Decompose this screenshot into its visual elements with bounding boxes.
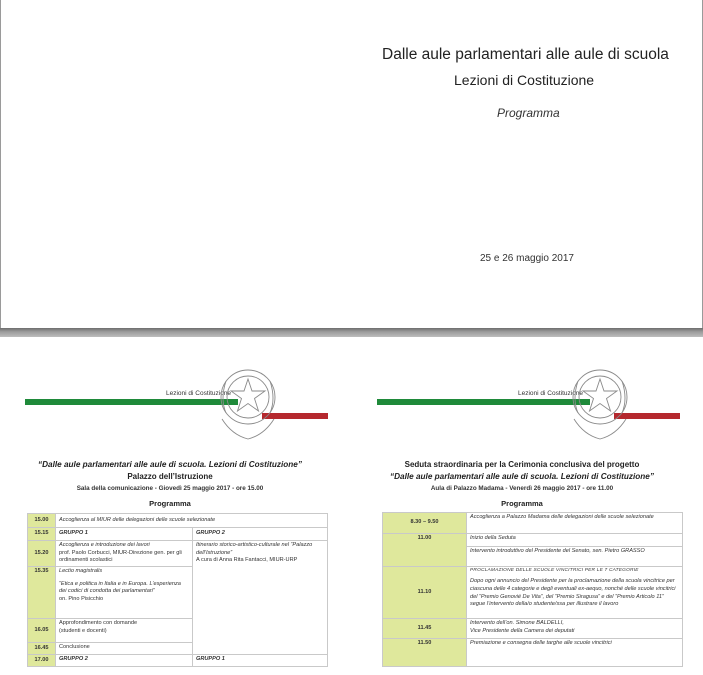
activity-speaker: Vice Presidente della Camera dei deputati xyxy=(470,627,575,634)
time-cell: 17.00 xyxy=(28,655,56,667)
program-page-day2 xyxy=(352,337,692,675)
table-row xyxy=(383,534,683,547)
time-cell: 15.00 xyxy=(28,514,56,528)
program-page-day1 xyxy=(0,337,340,675)
activity-cell xyxy=(56,619,193,643)
cover-title: Dalle aule parlamentari alle aule di scuola xyxy=(382,46,669,63)
activity-cell xyxy=(467,567,683,619)
activity-cell: Conclusione xyxy=(56,643,193,655)
activity-text: Accoglienza e introduzione dei lavori xyxy=(59,542,150,548)
group-label: GRUPPO 1 xyxy=(56,528,193,541)
time-cell: 15.35 xyxy=(28,567,56,619)
time-cell: 15.15 xyxy=(28,528,56,541)
time-cell: 11.10 xyxy=(383,567,467,619)
table-row xyxy=(383,639,683,667)
activity-speaker: prof. Paolo Corbucci, MIUR-Direzione gen. per gli ordinamenti scolastici xyxy=(59,549,182,564)
program-table-day1 xyxy=(27,513,328,667)
program-session: Aula di Palazzo Madama - Venerdì 26 maggio 2017 - ore 11.00 xyxy=(430,485,614,492)
time-cell: 11.50 xyxy=(383,639,467,667)
cover-subtitle: Lezioni di Costituzione xyxy=(454,72,595,88)
lecture-title: “Etica e politica in Italia e in Europa. L’esperienza dei codici di condotta dei parlamentari” xyxy=(59,580,181,595)
table-row xyxy=(28,541,328,567)
time-cell: 11.45 xyxy=(383,619,467,639)
itinerary-curator: A cura di Anna Rita Fantacci, MIUR-URP xyxy=(196,557,298,564)
activity-cell xyxy=(56,541,193,567)
time-cell: 15.20 xyxy=(28,541,56,567)
program-subtitle: “Dalle aule parlamentari alle aule di scuola. Lezioni di Costituzione” xyxy=(390,472,654,481)
program-session: Sala della comunicazione - Giovedì 25 maggio 2017 - ore 15.00 xyxy=(76,485,264,492)
group-label: GRUPPO 1 xyxy=(193,655,328,667)
table-row xyxy=(28,528,328,541)
table-row xyxy=(28,514,328,528)
program-label: Programma xyxy=(149,499,191,508)
itinerary-text: Itinerario storico-artistico-culturale nel “Palazzo dell’Istruzione” xyxy=(196,542,313,556)
group-label: GRUPPO 2 xyxy=(193,528,328,541)
time-cell: 11.00 xyxy=(383,534,467,567)
activity-cell: Intervento introduttivo del Presidente del Senato, sen. Pietro GRASSO xyxy=(467,547,683,567)
activity-text: Dopo ogni annuncio del Presidente per la proclamazione della scuola vincitrice per ciascuna delle 4 categorie e degli eventuali ex-aequo, nonché delle scuole vincitrici del “Premio Genovié De Vita”, del “Premio Siragusa” e del “Premio Articolo 11” segue l’intervento della/o studente/ssa per illustrare il lavoro xyxy=(470,578,676,608)
activity-text: Approfondimento con domande xyxy=(59,620,138,626)
time-cell: 16.45 xyxy=(28,643,56,655)
program-title: Seduta straordinaria per la Cerimonia conclusiva del progetto xyxy=(404,460,640,469)
header-label: Lezioni di Costituzione xyxy=(518,390,584,397)
tricolor-green-bar xyxy=(377,399,590,405)
activity-cell xyxy=(56,567,193,619)
program-title: “Dalle aule parlamentari alle aule di scuola. Lezioni di Costituzione” xyxy=(38,460,302,469)
activity-cell: Accoglienza al MIUR delle delegazioni delle scuole selezionate xyxy=(56,514,328,528)
page-separator xyxy=(0,328,703,337)
activity-cell: Premiazione e consegna delle targhe alle scuole vincitrici xyxy=(467,639,683,667)
cover-date: 25 e 26 maggio 2017 xyxy=(480,253,574,264)
program-table-day2 xyxy=(382,512,683,667)
table-row xyxy=(28,655,328,667)
activity-cell: Inizio della Seduta xyxy=(467,534,683,547)
activity-text: Lectio magistralis xyxy=(59,568,103,574)
activity-text: Intervento dell’on. Simone BALDELLI, xyxy=(470,620,564,626)
activity-speaker: on. Pino Pisicchio xyxy=(59,595,104,602)
program-venue: Palazzo dell’Istruzione xyxy=(127,472,213,481)
time-cell: 16.05 xyxy=(28,619,56,643)
program-label: Programma xyxy=(501,499,543,508)
table-row xyxy=(383,567,683,619)
itinerary-cell xyxy=(193,541,328,655)
table-row xyxy=(383,619,683,639)
italian-republic-emblem-icon xyxy=(564,359,636,443)
tricolor-green-bar xyxy=(25,399,238,405)
activity-cell: Accoglienza a Palazzo Madama delle delegazioni delle scuole selezionate xyxy=(467,513,683,534)
header-label: Lezioni di Costituzione xyxy=(166,390,232,397)
time-cell: 8.30 – 9.50 xyxy=(383,513,467,534)
group-label: GRUPPO 2 xyxy=(56,655,193,667)
cover-page xyxy=(0,0,703,328)
activity-cell xyxy=(467,619,683,639)
table-row xyxy=(383,513,683,534)
activity-heading: PROCLAMAZIONE DELLE SCUOLE VINCITRICI PER LE 7 CATEGORIE xyxy=(470,568,639,573)
program-spread xyxy=(0,337,703,675)
cover-program-label: Programma xyxy=(497,106,560,120)
italian-republic-emblem-icon xyxy=(212,359,284,443)
activity-note: (studenti e docenti) xyxy=(59,627,107,634)
